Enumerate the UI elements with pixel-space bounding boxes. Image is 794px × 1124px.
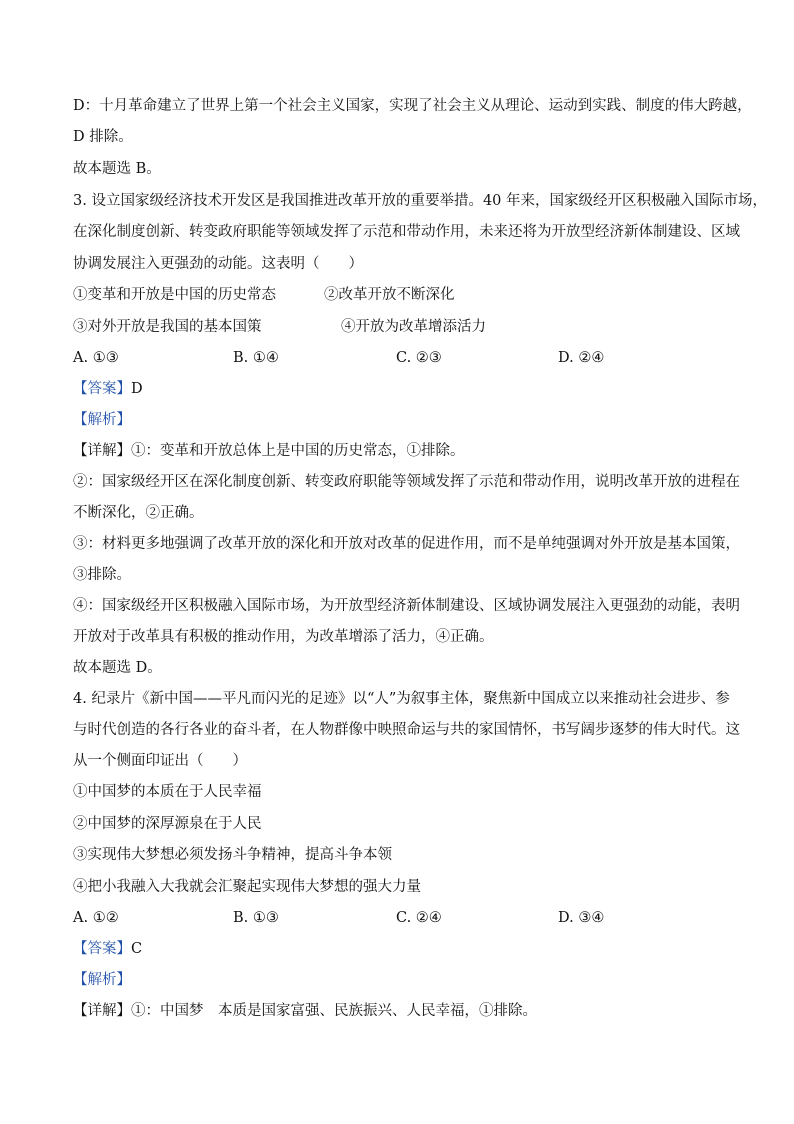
q4-stem-line-3: 从一个侧面印证出（ ） xyxy=(73,753,247,769)
q4-answer-label: 【答案】 xyxy=(73,941,131,957)
q3-answer xyxy=(73,379,143,399)
q3-conclusion: 故本题选 D。 xyxy=(73,660,162,676)
q4-choice-b: B. ①③ xyxy=(233,910,279,926)
q3-detail-line-4: ③：材料更多地强调了改革开放的深化和开放对改革的促进作用，而不是单纯强调对外开放是基本国策， xyxy=(73,536,740,552)
q3-detail-line-2: ②：国家级经开区在深化制度创新、转变政府职能等领域发挥了示范和带动作用，说明改革开放的进程在 xyxy=(73,474,740,490)
q4-choice-c: C. ②④ xyxy=(396,910,442,926)
q3-item-2: ②改革开放不断深化 xyxy=(324,287,455,303)
q3-item-4: ④开放为改革增添活力 xyxy=(341,319,486,335)
q4-detail-label: 【详解】 xyxy=(73,1003,131,1019)
q3-item-1: ①变革和开放是中国的历史常态 xyxy=(73,287,276,303)
q4-analysis xyxy=(73,970,131,990)
q3-detail-line-6: ④：国家级经开区积极融入国际市场，为开放型经济新体制建设、区域协调发展注入更强劲的动能，表明 xyxy=(73,598,740,614)
q4-detail-line-1 xyxy=(73,1001,537,1021)
q3-stem-line-3: 协调发展注入更强劲的动能。这表明（ ） xyxy=(73,256,363,272)
q3-choice-a: A. ①③ xyxy=(73,350,119,366)
q4-stem-line-1: 4. 纪录片《新中国——平凡而闪光的足迹》以“人”为叙事主体，聚焦新中国成立以来推动社会进步、参 xyxy=(73,691,730,707)
q3-detail-line-3: 不断深化，②正确。 xyxy=(73,505,204,521)
q3-choice-c: C. ②③ xyxy=(396,350,442,366)
q3-detail-text-1: ①：变革和开放总体上是中国的历史常态，①排除。 xyxy=(131,443,465,459)
q3-stem-line-2: 在深化制度创新、转变政府职能等领域发挥了示范和带动作用，未来还将为开放型经济新体制建设、区域 xyxy=(73,224,740,240)
q4-stem-line-2: 与时代创造的各行各业的奋斗者，在人物群像中映照命运与共的家国情怀，书写阔步逐梦的伟大时代。这 xyxy=(73,722,740,738)
q4-analysis-label: 【解析】 xyxy=(73,972,131,988)
q4-item-2: ②中国梦的深厚源泉在于人民 xyxy=(73,816,262,832)
q3-choice-d: D. ②④ xyxy=(558,350,605,366)
q3-answer-label: 【答案】 xyxy=(73,381,131,397)
prev-conclusion: 故本题选 B。 xyxy=(73,161,161,177)
q3-analysis xyxy=(73,410,131,430)
q4-answer-value: C xyxy=(131,941,143,957)
prev-option-d-line-1: D：十月革命建立了世界上第一个社会主义国家，实现了社会主义从理论、运动到实践、制度的伟大跨越， xyxy=(73,98,752,114)
q3-detail-line-5: ③排除。 xyxy=(73,567,131,583)
q4-item-4: ④把小我融入大我就会汇聚起实现伟大梦想的强大力量 xyxy=(73,879,421,895)
prev-option-d-line-2: D 排除。 xyxy=(73,129,133,145)
q3-stem-line-1: 3. 设立国家级经济技术开发区是我国推进改革开放的重要举措。40 年来，国家级经开区积极融入国际市场， xyxy=(73,193,767,209)
q3-detail-line-1 xyxy=(73,441,465,461)
q3-answer-value: D xyxy=(131,381,143,397)
q4-item-3: ③实现伟大梦想必须发扬斗争精神，提高斗争本领 xyxy=(73,847,392,863)
q4-choice-a: A. ①② xyxy=(73,910,119,926)
q3-choice-b: B. ①④ xyxy=(233,350,279,366)
q4-detail-text-1: ①：中国梦 本质是国家富强、民族振兴、人民幸福，①排除。 xyxy=(131,1003,537,1019)
q4-item-1: ①中国梦的本质在于人民幸福 xyxy=(73,784,262,800)
q3-analysis-label: 【解析】 xyxy=(73,412,131,428)
q3-item-3: ③对外开放是我国的基本国策 xyxy=(73,319,262,335)
q4-choice-d: D. ③④ xyxy=(558,910,605,926)
q3-detail-label: 【详解】 xyxy=(73,443,131,459)
q4-answer xyxy=(73,939,142,959)
q3-detail-line-7: 开放对于改革具有积极的推动作用，为改革增添了活力，④正确。 xyxy=(73,629,494,645)
